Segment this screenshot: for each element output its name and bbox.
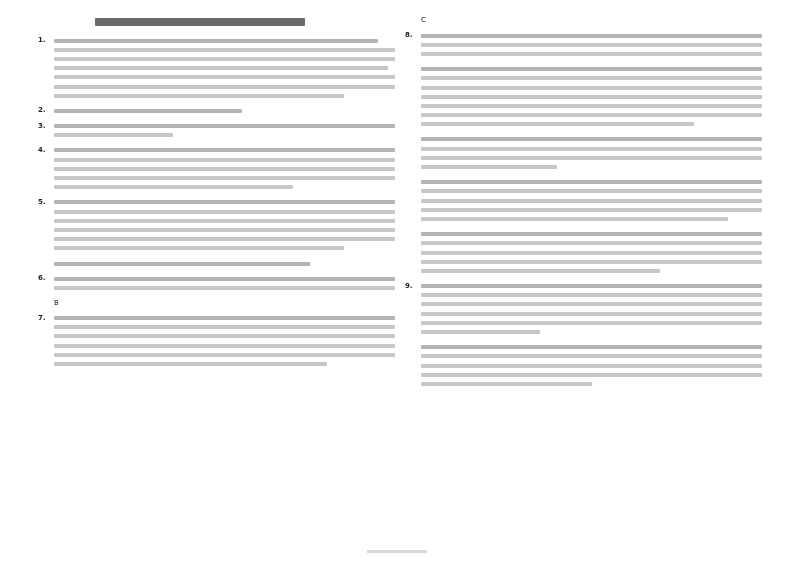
text-line-bar (421, 95, 762, 99)
text-line-bar (54, 57, 395, 61)
text-line-bar (54, 277, 395, 281)
text-line (38, 164, 395, 173)
text-line-bar (421, 76, 762, 80)
text-line (38, 283, 395, 292)
text-line-bar (54, 133, 173, 137)
answer-marker: B (54, 298, 59, 307)
text-line-bar (421, 364, 762, 368)
text-line-bar (54, 176, 395, 180)
text-line (405, 144, 762, 153)
answer-block (38, 106, 395, 115)
text-line-bar (421, 113, 762, 117)
text-line (38, 314, 395, 323)
text-line-bar (54, 167, 395, 171)
answer-marker: C (421, 16, 426, 24)
text-line-bar (54, 66, 388, 70)
text-line-bar (54, 316, 395, 320)
text-line (38, 216, 395, 225)
text-line (405, 111, 762, 120)
question-number: 8. (405, 31, 413, 40)
text-line (405, 239, 762, 248)
text-line (38, 173, 395, 182)
text-line-bar (421, 208, 762, 212)
text-line-bar (421, 293, 762, 297)
text-line-bar (421, 52, 762, 56)
text-line (38, 341, 395, 350)
text-line (405, 187, 762, 196)
text-line-bar (421, 251, 762, 255)
text-line (38, 45, 395, 54)
text-line (405, 74, 762, 83)
text-line (38, 106, 395, 115)
text-line (38, 131, 395, 140)
text-line (38, 323, 395, 332)
answer-block (405, 178, 762, 224)
text-line (38, 122, 395, 131)
text-line (38, 146, 395, 155)
question-number: 6. (38, 274, 46, 283)
text-line (405, 40, 762, 49)
text-line (405, 196, 762, 205)
text-line (405, 300, 762, 309)
text-line (38, 198, 395, 207)
text-line (405, 230, 762, 239)
text-line (38, 36, 395, 45)
answer-block (38, 122, 395, 140)
text-line (405, 257, 762, 266)
text-line (405, 379, 762, 388)
text-line-bar (421, 269, 660, 273)
text-line (38, 235, 395, 244)
text-line (405, 83, 762, 92)
text-line-bar (54, 353, 395, 357)
answer-block (405, 31, 762, 59)
text-line-bar (54, 185, 293, 189)
text-line (38, 274, 395, 283)
text-line (38, 73, 395, 82)
text-line-bar (421, 330, 540, 334)
text-line (405, 153, 762, 162)
text-line-bar (421, 232, 762, 236)
text-line-bar (54, 48, 395, 52)
text-line (405, 214, 762, 223)
text-line-bar (421, 382, 592, 386)
answer-block (38, 36, 395, 100)
text-line-bar (421, 373, 762, 377)
answer-block (405, 135, 762, 172)
text-line-bar (54, 334, 395, 338)
text-line-bar (54, 39, 378, 43)
text-line (405, 92, 762, 101)
text-line (405, 120, 762, 129)
text-line-bar (54, 344, 395, 348)
text-line (405, 291, 762, 300)
text-line (38, 244, 395, 253)
text-line-bar (421, 260, 762, 264)
text-line-bar (54, 109, 242, 113)
question-number: 3. (38, 121, 46, 130)
text-line (405, 352, 762, 361)
text-line-bar (421, 156, 762, 160)
text-line-bar (421, 67, 762, 71)
document-title (0, 16, 400, 28)
text-line-bar (54, 325, 395, 329)
answer-block (38, 299, 395, 308)
text-line-bar (421, 147, 762, 151)
text-line (38, 155, 395, 164)
text-line-bar (421, 34, 762, 38)
text-line-bar (421, 189, 762, 193)
text-line (405, 343, 762, 352)
text-line-bar (421, 165, 557, 169)
question-number: 4. (38, 145, 46, 154)
text-line (405, 370, 762, 379)
footer-text-bar (367, 550, 427, 553)
text-line-bar (421, 137, 762, 141)
text-line (405, 248, 762, 257)
text-line (405, 49, 762, 58)
text-line (405, 205, 762, 214)
text-line-bar (54, 85, 395, 89)
title-text-bar (95, 18, 305, 26)
text-line-bar (54, 228, 395, 232)
text-line (38, 207, 395, 216)
answer-block (38, 198, 395, 253)
answer-block (405, 16, 762, 25)
text-line-bar (54, 210, 395, 214)
answer-block (38, 146, 395, 192)
text-line-bar (54, 200, 395, 204)
answer-block (405, 230, 762, 276)
text-line-bar (421, 180, 762, 184)
text-line (38, 91, 395, 100)
text-line (405, 65, 762, 74)
text-line-bar (421, 345, 762, 349)
text-line (405, 361, 762, 370)
answer-block (405, 343, 762, 389)
text-line (405, 135, 762, 144)
text-line (405, 318, 762, 327)
text-line (405, 162, 762, 171)
text-line-bar (54, 94, 344, 98)
text-line (405, 327, 762, 336)
text-line-bar (421, 321, 762, 325)
text-line-bar (421, 86, 762, 90)
text-line-bar (421, 104, 762, 108)
text-line (405, 266, 762, 275)
question-number: 2. (38, 106, 46, 115)
text-line (38, 332, 395, 341)
text-line (405, 309, 762, 318)
text-line-bar (54, 246, 344, 250)
text-line-bar (54, 219, 395, 223)
text-line-bar (421, 43, 762, 47)
right-column (405, 16, 762, 395)
text-line-bar (421, 302, 762, 306)
text-line (38, 359, 395, 368)
text-line (38, 64, 395, 73)
text-line-bar (421, 354, 762, 358)
answer-block (405, 65, 762, 129)
text-line (405, 178, 762, 187)
text-line (38, 350, 395, 359)
text-line-bar (421, 312, 762, 316)
text-line (38, 82, 395, 91)
question-number: 1. (38, 36, 46, 45)
answer-block (38, 259, 395, 268)
text-line-bar (421, 122, 694, 126)
text-line (38, 225, 395, 234)
text-line (405, 101, 762, 110)
text-line-bar (54, 362, 327, 366)
text-line-bar (54, 237, 395, 241)
text-line (405, 282, 762, 291)
text-line-bar (54, 124, 395, 128)
answer-block (405, 282, 762, 337)
text-line (38, 183, 395, 192)
text-line-bar (54, 158, 395, 162)
text-line-bar (421, 241, 762, 245)
question-number: 9. (405, 281, 413, 290)
answer-block (38, 314, 395, 369)
text-line (38, 54, 395, 63)
answer-block (38, 274, 395, 292)
text-line-bar (54, 286, 395, 290)
text-line-bar (54, 262, 310, 266)
page-footer (0, 550, 794, 553)
text-line-bar (421, 199, 762, 203)
question-number: 5. (38, 197, 46, 206)
text-line (405, 31, 762, 40)
left-column (38, 36, 395, 375)
text-line-bar (54, 75, 395, 79)
text-line-bar (421, 284, 762, 288)
question-number: 7. (38, 313, 46, 322)
text-line (38, 259, 395, 268)
text-line-bar (421, 217, 728, 221)
text-line-bar (54, 148, 395, 152)
